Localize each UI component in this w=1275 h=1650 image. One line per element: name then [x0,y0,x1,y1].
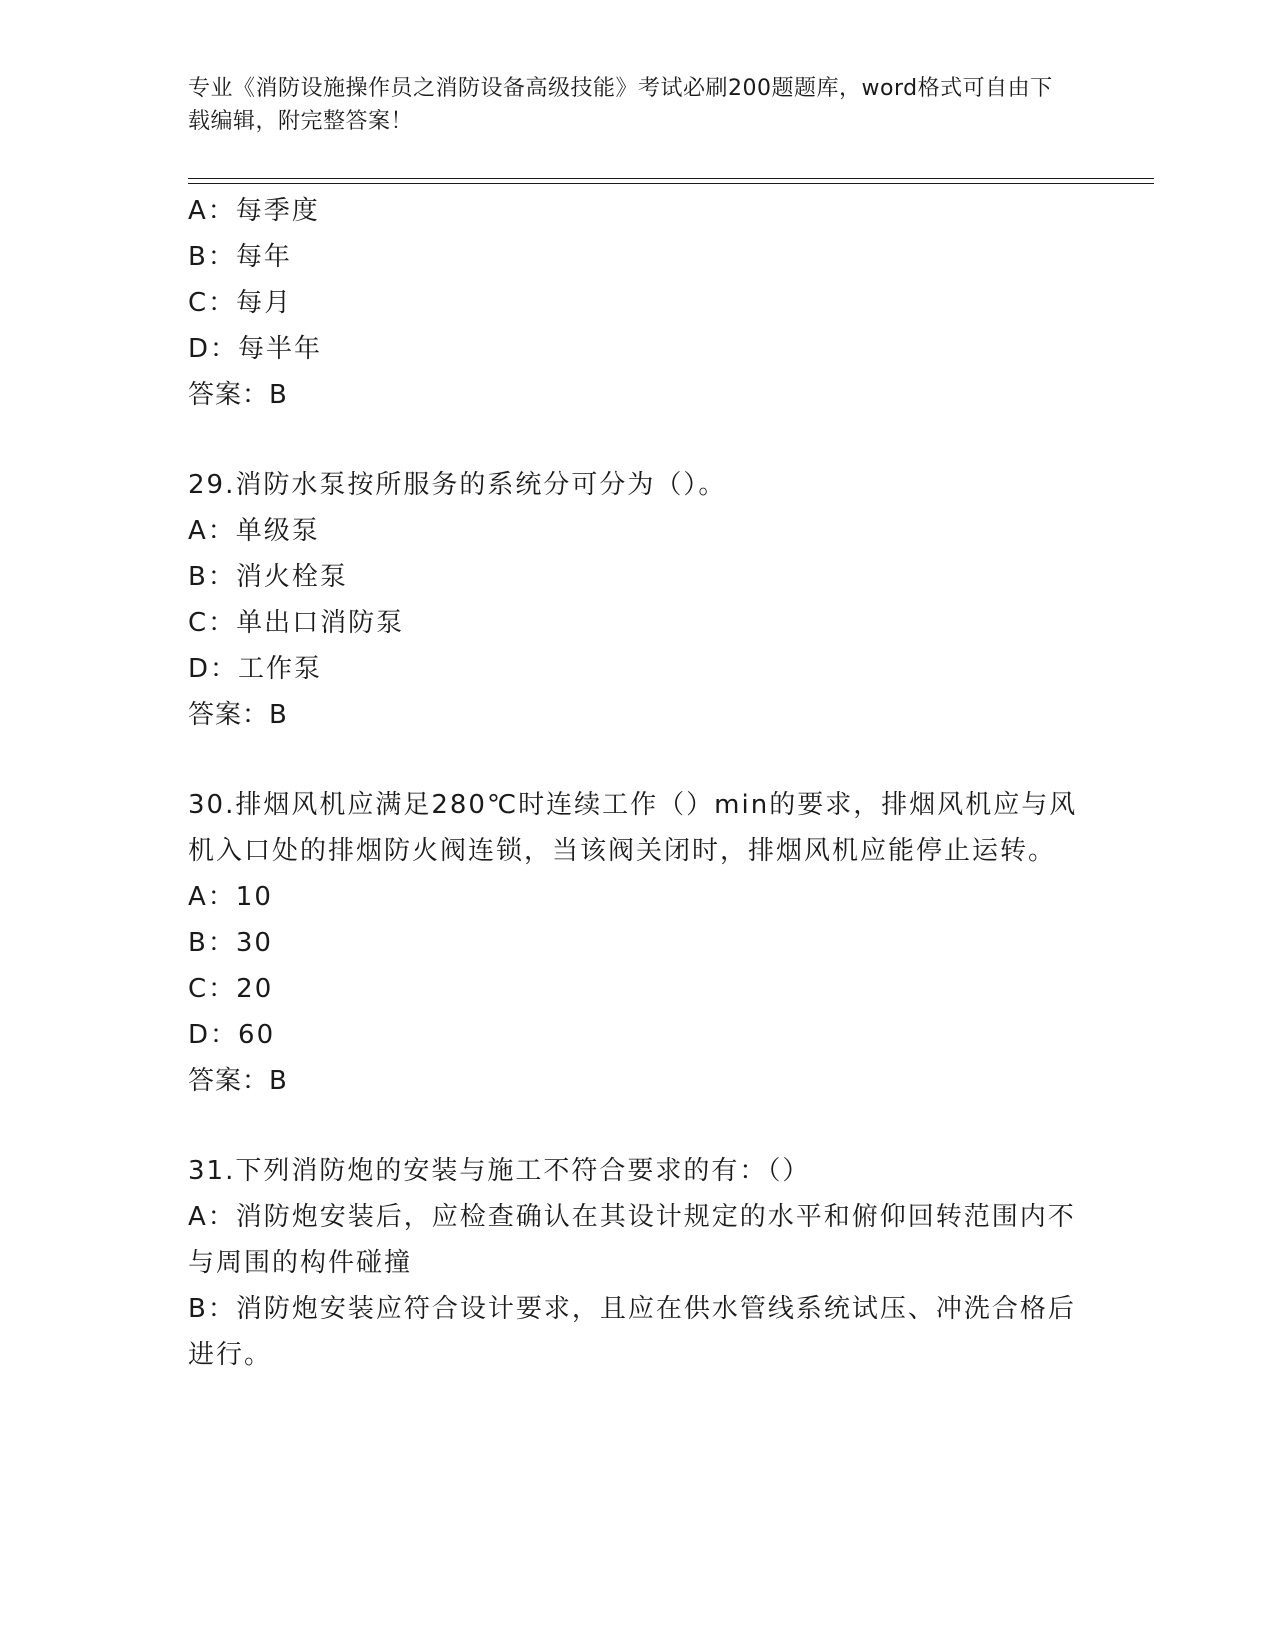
option-d: D：工作泵 [188,654,323,684]
option-b: B：消火栓泵 [188,562,348,592]
header-divider-top [188,178,1154,179]
question-title: 29.消防水泵按所服务的系统分可分为（）。 [188,470,727,500]
question-30 [188,782,1088,1104]
option-a: A：10 [188,882,273,912]
option-c: C：单出口消防泵 [188,608,405,638]
question-28-continued [188,188,1088,418]
option-b: B：每年 [188,242,292,272]
option-d: D：60 [188,1020,276,1050]
question-title: 30.排烟风机应满足280℃时连续工作（）min的要求，排烟风机应与风机入口处的排烟防火阀连锁，当该阀关闭时，排烟风机应能停止运转。 [188,790,1078,866]
question-31 [188,1148,1088,1378]
option-a: A：单级泵 [188,516,320,546]
answer: 答案：B [188,700,288,730]
question-title: 31.下列消防炮的安装与施工不符合要求的有：（） [188,1156,811,1186]
option-d: D：每半年 [188,334,323,364]
option-a: A：消防炮安装后，应检查确认在其设计规定的水平和俯仰回转范围内不与周围的构件碰撞 [188,1202,1076,1278]
answer: 答案：B [188,1066,288,1096]
option-c: C：每月 [188,288,293,318]
option-b: B：30 [188,928,273,958]
option-b: B：消防炮安装应符合设计要求，且应在供水管线系统试压、冲洗合格后进行。 [188,1294,1076,1370]
answer: 答案：B [188,380,288,410]
document-header: 专业《消防设施操作员之消防设备高级技能》考试必刷200题题库，word格式可自由下载编辑，附完整答案！ [188,76,1053,134]
header-divider-bottom [188,183,1154,184]
option-c: C：20 [188,974,274,1004]
document-body [188,188,1088,1378]
option-a: A：每季度 [188,196,320,226]
question-29 [188,462,1088,738]
